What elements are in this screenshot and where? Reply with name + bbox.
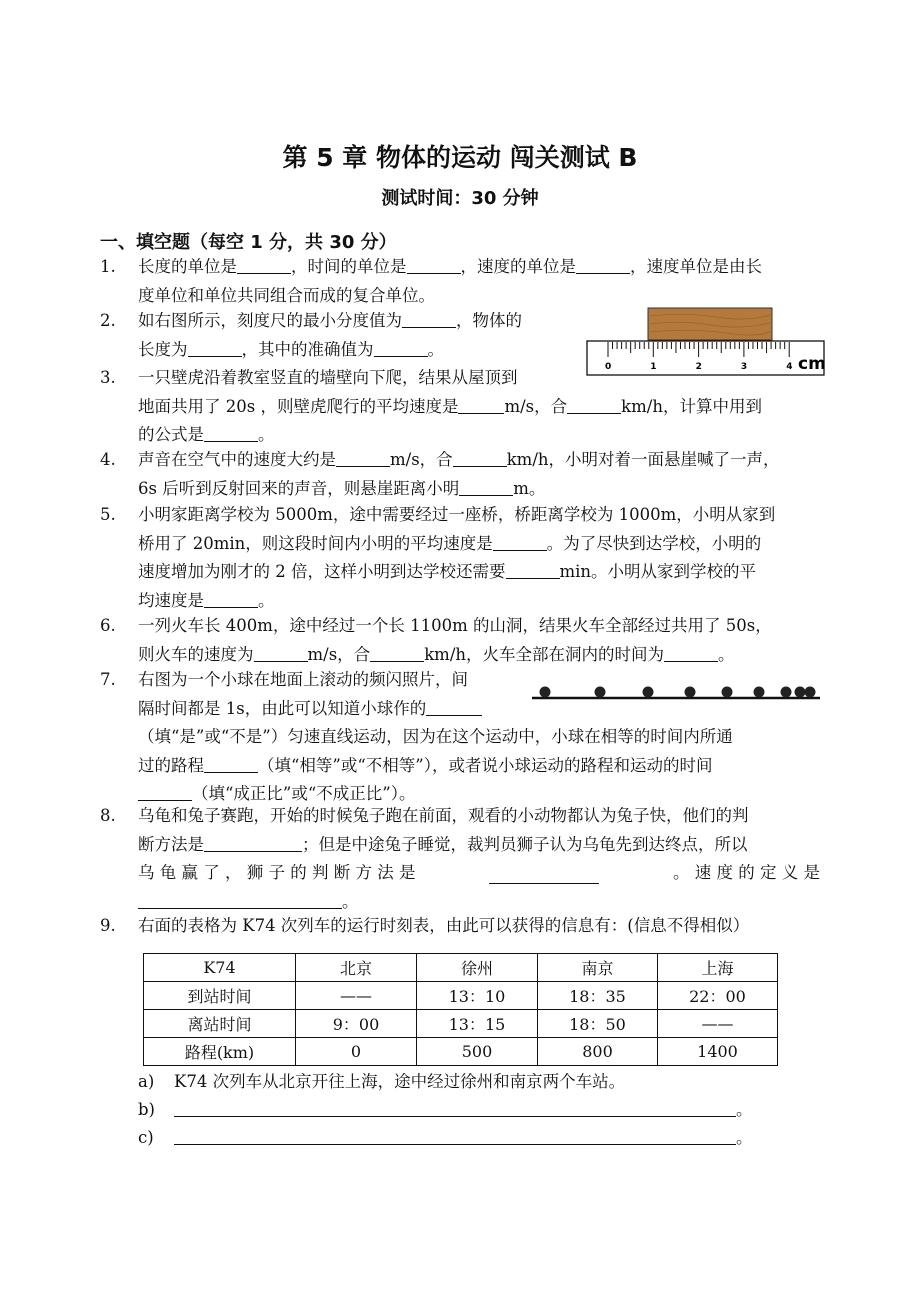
- answer-blank[interactable]: [174, 1100, 736, 1117]
- table-cell: 南京: [538, 954, 658, 982]
- question-line: 声音在空气中的速度大约是 m/s，合 km/h，小明对着一面悬崖喊了一声，: [138, 450, 780, 469]
- answer-blank[interactable]: [489, 867, 599, 884]
- question-number: 6.: [100, 616, 116, 635]
- table-cell: 13：15: [417, 1010, 538, 1038]
- question-line: 长度的单位是 ，时间的单位是 ，速度的单位是 ，速度单位是由长: [138, 257, 762, 276]
- table-header-row: [144, 954, 778, 982]
- question-line: 过的路程 （填“相等”或“不相等”），或者说小球运动的路程和运动的时间: [138, 755, 713, 775]
- table-cell: 18：50: [538, 1010, 658, 1038]
- question-line: 如右图所示，刻度尺的最小分度值为 ，物体的: [138, 311, 522, 330]
- question-line: 速度增加为刚才的 2 倍，这样小明到达学校还需要 min。小明从家到学校的平: [138, 562, 757, 581]
- table-cell: 800: [538, 1038, 658, 1066]
- train-timetable: [143, 953, 778, 1066]
- answer-blank[interactable]: [664, 645, 718, 662]
- question-line: 地面共用了 20s ，则壁虎爬行的平均速度是 m/s，合 km/h，计算中用到: [138, 396, 762, 416]
- ruler-tick-label: 4: [786, 362, 793, 372]
- question-line: 小明家距离学校为 5000m，途中需要经过一座桥，桥距离学校为 1000m，小明从家到: [138, 505, 776, 524]
- question-line: 右图为一个小球在地面上滚动的频闪照片，间: [138, 670, 468, 689]
- table-cell: K74: [144, 954, 296, 982]
- ruler-tick-label: 3: [740, 362, 748, 372]
- table-row: [144, 1010, 778, 1038]
- question-line: （填“成正比”或“不成正比”）。: [138, 780, 820, 809]
- table-cell: 到站时间: [144, 982, 296, 1010]
- test-duration: 测试时间：30 分钟: [381, 188, 539, 209]
- question-line: 的公式是 。: [138, 425, 275, 444]
- answer-blank[interactable]: [138, 892, 342, 909]
- question-line: 长度为 ，其中的准确值为 。: [138, 339, 444, 359]
- answer-blank[interactable]: [374, 340, 428, 357]
- answer-blank[interactable]: [506, 562, 560, 579]
- answer-blank[interactable]: [204, 425, 258, 442]
- question-line: 均速度是 。: [138, 590, 275, 610]
- answer-label: c): [138, 1128, 154, 1147]
- answer-blank[interactable]: [204, 591, 258, 608]
- answer-blank[interactable]: [426, 699, 482, 716]
- table-cell: 0: [296, 1038, 417, 1066]
- answer-text: K74 次列车从北京开往上海，途中经过徐州和南京两个车站。: [174, 1072, 626, 1091]
- answer-blank[interactable]: [254, 645, 308, 662]
- question-number: 1.: [100, 257, 116, 276]
- table-row: [144, 1038, 778, 1066]
- question-line: 6s 后听到反射回来的声音，则悬崖距离小明 m。: [138, 478, 546, 498]
- table-cell: 北京: [296, 954, 417, 982]
- ball-image: [595, 687, 606, 698]
- answer-blank[interactable]: [174, 1128, 736, 1145]
- answer-blank[interactable]: [336, 450, 390, 467]
- answer-blank[interactable]: [458, 397, 504, 414]
- table-cell: 18：35: [538, 982, 658, 1010]
- answer-blank[interactable]: [237, 257, 291, 274]
- answer-blank[interactable]: [188, 340, 242, 357]
- answer-blank[interactable]: [576, 257, 630, 274]
- ball-strobe-figure: [530, 680, 822, 708]
- question-number: 4.: [100, 450, 116, 469]
- ruler-tick-label: 1: [650, 362, 657, 372]
- ball-group: [540, 687, 816, 698]
- page-title: 第 5 章 物体的运动 闯关测试 B: [282, 143, 638, 172]
- table-cell: 9：00: [296, 1010, 417, 1038]
- answer-blank[interactable]: [459, 479, 513, 496]
- ball-image: [805, 687, 816, 698]
- answer-blank[interactable]: [138, 784, 192, 801]
- question-number: 8.: [100, 806, 116, 825]
- answer-blank[interactable]: [204, 835, 302, 852]
- question-line: 乌龟和兔子赛跑，开始的时候兔子跑在前面，观看的小动物都认为兔子快，他们的判: [138, 806, 749, 825]
- table-cell: 路程(km): [144, 1038, 296, 1066]
- table-row: [144, 982, 778, 1010]
- ruler-tick-label: 2: [695, 362, 702, 372]
- question-number: 3.: [100, 368, 116, 387]
- question-line: 一只壁虎沿着教室竖直的墙壁向下爬，结果从屋顶到: [138, 368, 518, 387]
- table-cell: 22：00: [658, 982, 778, 1010]
- question-line: 度单位和单位共同组合而成的复合单位。: [138, 285, 435, 305]
- question-line: 桥用了 20min，则这段时间内小明的平均速度是 。为了尽快到达学校，小明的: [138, 533, 762, 553]
- table-cell: ——: [658, 1010, 778, 1038]
- table-cell: 1400: [658, 1038, 778, 1066]
- table-cell: 离站时间: [144, 1010, 296, 1038]
- table-cell: 徐州: [417, 954, 538, 982]
- question-line: （填“是”或“不是”）匀速直线运动，因为在这个运动中，小球在相等的时间内所通: [138, 727, 733, 746]
- question-line: 右面的表格为 K74 次列车的运行时刻表，由此可以获得的信息有：(信息不得相似）: [138, 916, 750, 935]
- ball-image: [643, 687, 654, 698]
- answer-blank[interactable]: [567, 397, 621, 414]
- ball-image: [754, 687, 765, 698]
- question-line: 一列火车长 400m，途中经过一个长 1100m 的山洞，结果火车全部经过共用了 50s，: [138, 616, 772, 635]
- question-line: 断方法是 ；但是中途兔子睡觉，裁判员狮子认为乌龟先到达终点，所以: [138, 834, 748, 854]
- answer-blank[interactable]: [402, 311, 456, 328]
- question-line: 则火车的速度为 m/s，合 km/h，火车全部在洞内的时间为 。: [138, 644, 735, 664]
- table-cell: 上海: [658, 954, 778, 982]
- question-line: 乌 龟 赢 了 ， 狮 子 的 判 断 方 法 是 。 速 度 的 定 义 是: [138, 863, 820, 882]
- question-number: 7.: [100, 670, 116, 689]
- question-line: 。: [138, 888, 820, 917]
- question-number: 2.: [100, 311, 116, 330]
- answer-blank[interactable]: [453, 450, 507, 467]
- table-cell: 500: [417, 1038, 538, 1066]
- answer-label: a): [138, 1072, 155, 1091]
- question-number: 9.: [100, 916, 116, 935]
- ball-image: [540, 687, 551, 698]
- answer-label: b): [138, 1100, 155, 1119]
- answer-blank[interactable]: [407, 257, 461, 274]
- section-heading: 一、填空题（每空 1 分，共 30 分）: [100, 232, 397, 253]
- table-cell: ——: [296, 982, 417, 1010]
- answer-blank[interactable]: [370, 645, 424, 662]
- ruler-tick-label: 0: [605, 362, 612, 372]
- table-cell: 13：10: [417, 982, 538, 1010]
- question-number: 5.: [100, 505, 116, 524]
- question-line: 隔时间都是 1s，由此可以知道小球作的: [138, 695, 820, 724]
- answer-blank[interactable]: [204, 756, 258, 773]
- ball-image: [781, 687, 792, 698]
- ruler-unit-label: cm: [798, 354, 826, 374]
- ball-image: [685, 687, 696, 698]
- ball-image: [795, 687, 806, 698]
- answer-blank[interactable]: [493, 534, 547, 551]
- ball-image: [722, 687, 733, 698]
